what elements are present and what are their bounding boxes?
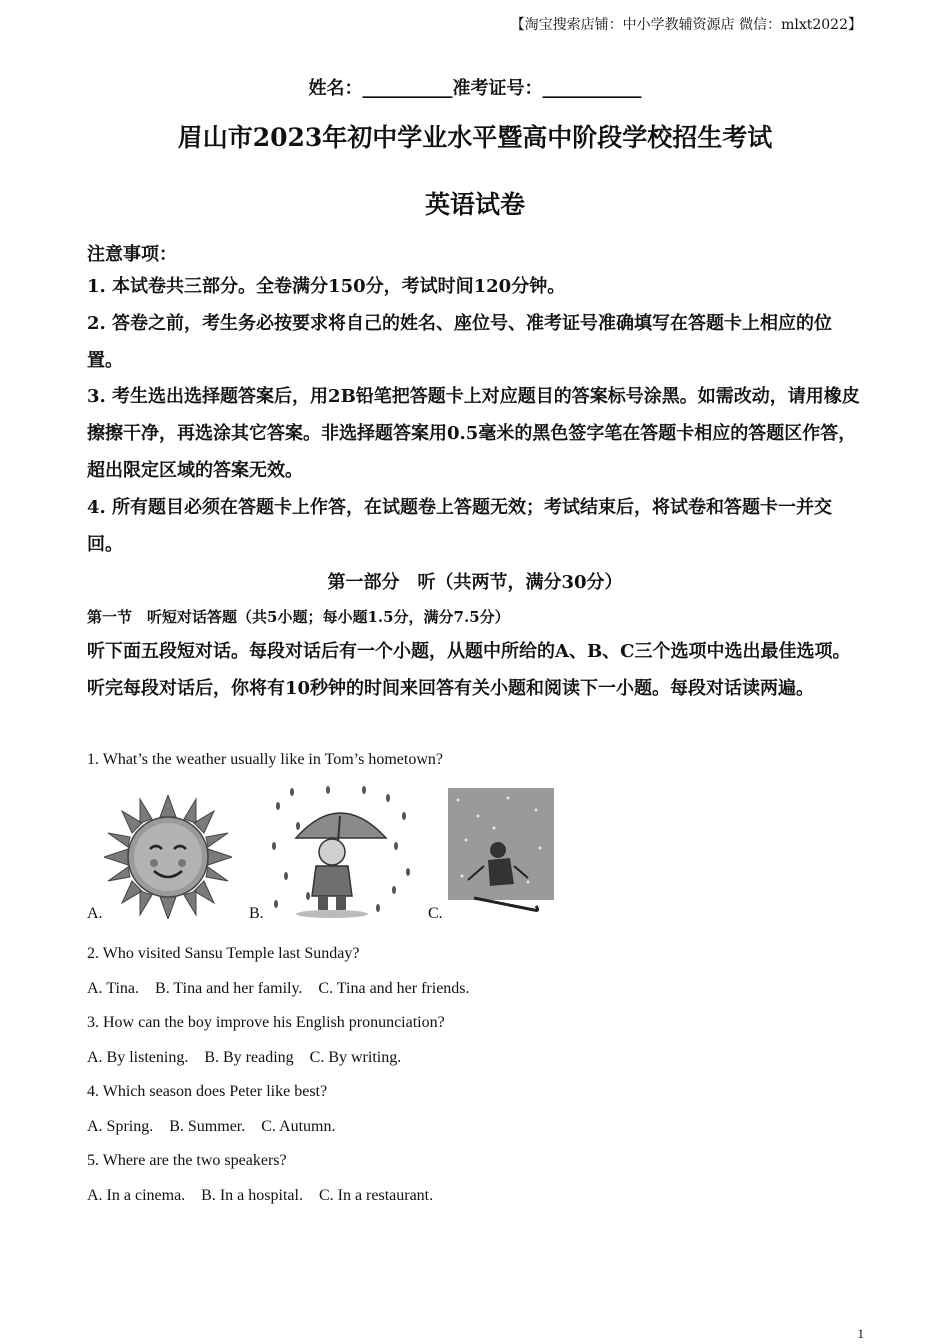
name-and-exam-number-line: 姓名：__________准考证号：___________: [308, 78, 642, 99]
section1-instructions: 听下面五段短对话。每段对话后有一个小题，从题中所给的A、B、C三个选项中选出最佳选项。听完每段对话后，你将有10秒钟的时间来回答有关小题和阅读下一小题。每段对话读两遍。: [87, 641, 851, 699]
question-3-stem: 3. How can the boy improve his English pronunciation?: [87, 1014, 445, 1031]
part1-heading: 第一部分 听（共两节，满分30分）: [327, 572, 623, 593]
exam-subtitle: 英语试卷: [424, 190, 525, 219]
sunny-sun-icon: [104, 795, 232, 919]
notice-item-3: 3. 考生选出选择题答案后，用2B铅笔把答题卡上对应题目的答案标号涂黑。如需改动，请用橡皮擦擦干净，再选涂其它答案。非选择题答案用0.5毫米的黑色签字笔在答题卡相应的答题区作答，超出限定区域的答案无效。: [87, 386, 860, 481]
question-2-stem: 2. Who visited Sansu Temple last Sunday?: [87, 945, 360, 962]
notice-heading: 注意事项：: [87, 244, 177, 265]
notice-item-2: 2. 答卷之前，考生务必按要求将自己的姓名、座位号、准考证号准确填写在答题卡上相应的位置。: [87, 313, 833, 371]
question-1-stem: 1. What’s the weather usually like in Tom’s hometown?: [87, 751, 443, 768]
question-5-stem: 5. Where are the two speakers?: [87, 1152, 287, 1169]
question-2-options: A. Tina. B. Tina and her family. C. Tina and her friends.: [87, 980, 470, 997]
notice-item-1: 1. 本试卷共三部分。全卷满分150分，考试时间120分钟。: [87, 276, 566, 297]
snowy-skiing-icon: [448, 788, 555, 919]
question-4-options: A. Spring. B. Summer. C. Autumn.: [87, 1118, 336, 1135]
question-5-options: A. In a cinema. B. In a hospital. C. In a restaurant.: [87, 1187, 434, 1204]
exam-title: 眉山市2023年初中学业水平暨高中阶段学校招生考试: [177, 123, 773, 152]
question-1-option-b-label: B.: [249, 905, 264, 922]
notice-item-4: 4. 所有题目必须在答题卡上作答，在试题卷上答题无效；考试结束后，将试卷和答题卡一并交回。: [87, 497, 833, 555]
header-note: 【淘宝搜索店铺：中小学教辅资源店 微信：mlxt2022】: [510, 17, 862, 33]
question-1-option-a-label: A.: [87, 905, 103, 922]
page-number: 1: [857, 1326, 864, 1341]
rainy-umbrella-icon: [268, 786, 413, 919]
section1-heading: 第一节 听短对话答题（共5小题；每小题1.5分，满分7.5分）: [87, 608, 510, 626]
question-3-options: A. By listening. B. By reading C. By writing.: [87, 1049, 402, 1066]
question-4-stem: 4. Which season does Peter like best?: [87, 1083, 328, 1100]
question-1-option-c-label: C.: [428, 905, 443, 922]
